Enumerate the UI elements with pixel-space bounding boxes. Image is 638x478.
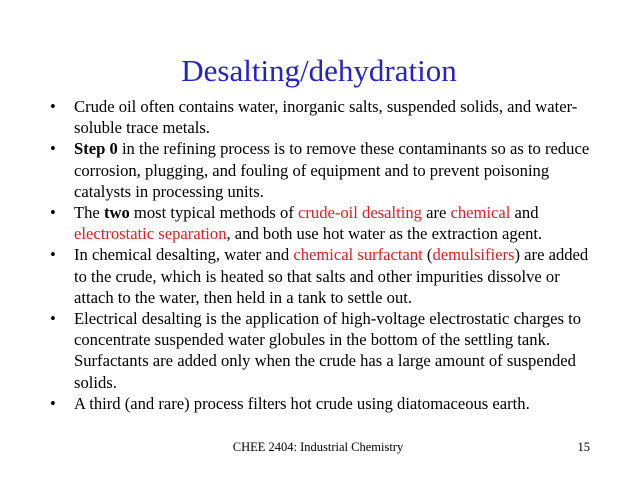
- bullet-dot: •: [50, 393, 56, 413]
- bullet-text: The: [74, 203, 104, 223]
- bullet-dot: •: [50, 245, 56, 265]
- bold-term-two: two: [103, 203, 130, 223]
- bullet-dot: •: [50, 309, 56, 329]
- bullet-text: ) are added to the crude, which is heated so that salts and other impurities dissolve or attach to the water, then held in a tank to settle out.: [74, 245, 589, 307]
- bullet-text: in the refining process is to remove these contaminants so as to reduce corrosion, plugging, and fouling of equipment and to prevent poisoning catalysts in processing units.: [74, 139, 590, 201]
- highlight-crude-oil-desalting: crude-oil desalting: [298, 203, 422, 223]
- highlight-demulsifiers: demulsifiers: [432, 245, 515, 265]
- bullet-item-two-methods: [50, 202, 598, 244]
- bullet-item-step-zero: [50, 138, 598, 202]
- bullet-text: In chemical desalting, water and: [74, 245, 294, 265]
- slide-title: Desalting/dehydration: [181, 53, 457, 88]
- bullet-text: and: [510, 203, 539, 223]
- highlight-chemical: chemical: [450, 203, 511, 223]
- footer-page-number: 15: [577, 440, 590, 454]
- bullet-text: most typical methods of: [129, 203, 298, 223]
- bullet-dot: •: [50, 97, 56, 116]
- bullet-item-crude-contents: [50, 96, 598, 138]
- highlight-electrostatic-separation: electrostatic separation: [74, 224, 227, 244]
- bullet-text: , and both use hot water as the extraction agent.: [226, 224, 543, 244]
- highlight-chemical-surfactant: chemical surfactant: [293, 245, 423, 265]
- bullet-list: [50, 96, 598, 414]
- bullet-text: Electrical desalting is the application of high-voltage electrostatic charges to concentrate suspended water globules in the bottom of the settling tank. Surfactants are added only when the crude has a large amount of suspended solids.: [74, 309, 582, 392]
- bold-term-step-0: Step 0: [74, 139, 118, 159]
- footer-course-title: CHEE 2404: Industrial Chemistry: [232, 440, 404, 454]
- bullet-text: (: [422, 245, 433, 265]
- bullet-item-electrical-desalting: [50, 308, 598, 393]
- bullet-dot: •: [50, 203, 56, 223]
- bullet-item-chemical-desalting: [50, 244, 598, 308]
- bullet-item-third-process: [50, 393, 598, 414]
- bullet-dot: •: [50, 139, 56, 159]
- bullet-text: Crude oil often contains water, inorganic salts, suspended solids, and water-soluble trace metals.: [74, 97, 578, 138]
- bullet-text: are: [421, 203, 451, 223]
- bullet-text: A third (and rare) process filters hot crude using diatomaceous earth.: [74, 393, 530, 413]
